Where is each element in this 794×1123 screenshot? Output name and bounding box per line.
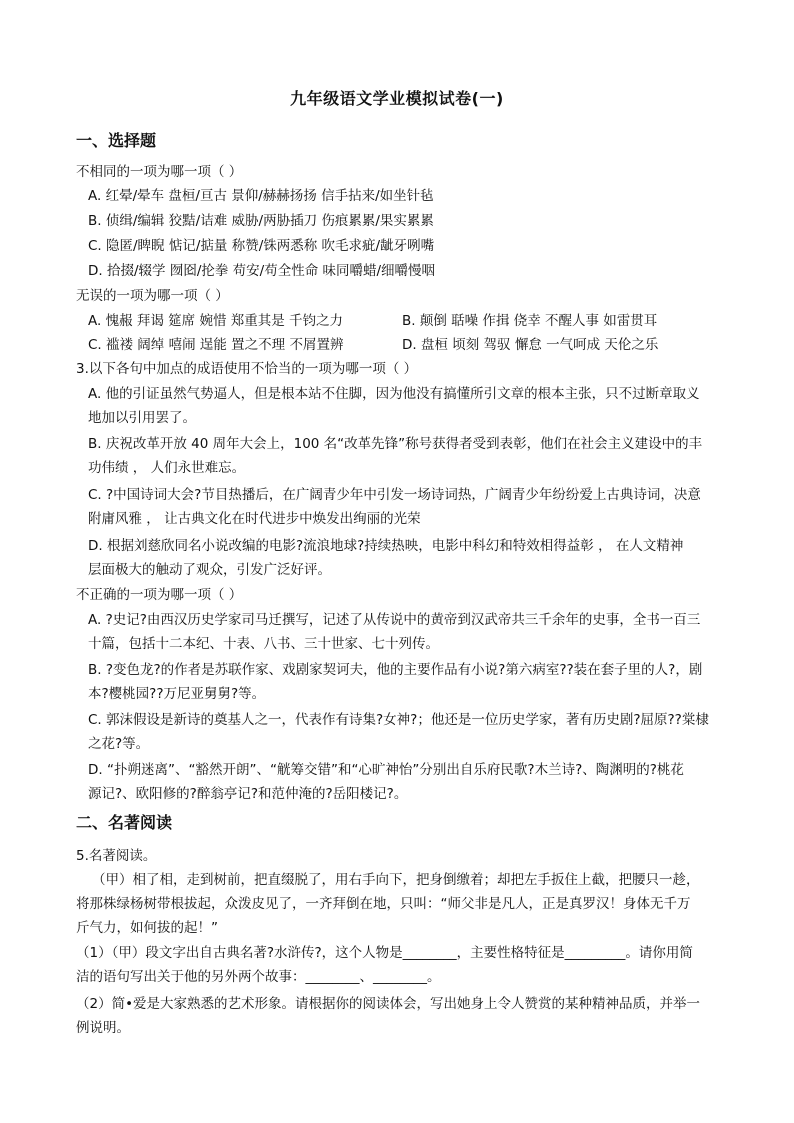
q2-option-c: C. 褴褛 阔绰 嘻闹 逞能 置之不理 不屑置辨 [88, 337, 344, 353]
page-title: 九年级语文学业模拟试卷(一) [290, 89, 504, 108]
q4-option-a-line1: A. ?史记?由西汉历史学家司马迁撰写，记述了从传说中的黄帝到汉武帝共三千余年的史事，全书一百三 [88, 612, 701, 628]
q2-option-a: A. 愧赧 拜谒 筵席 婉惜 郑重其是 千钧之力 [88, 313, 344, 329]
q1-stem: 不相同的一项为哪一项（ ） [76, 164, 243, 180]
q5-passage-line1: （甲）相了相，走到树前，把直缀脱了，用右手向下，把身倒缴着；却把左手扳住上截，把腰只一趁， [92, 872, 700, 888]
q5-passage-line3: 斤气力，如何拔的起！” [76, 920, 218, 936]
q4-option-c-line1: C. 郭沫假设是新诗的奠基人之一，代表作有诗集?女神?；他还是一位历史学家，著有历史剧?屈原??棠棣 [88, 712, 709, 728]
q5-sub2-line1: （2）简•爱是大家熟悉的艺术形象。请根据你的阅读体会，写出她身上令人赞赏的某种精神品质，并举一 [76, 996, 701, 1012]
q4-stem: 不正确的一项为哪一项（ ） [76, 587, 243, 603]
q4-option-d-line2: 源记?、欧阳修的?醉翁亭记?和范仲淹的?岳阳楼记?。 [88, 786, 408, 802]
q3-option-c-line1: C. ?中国诗词大会?节目热播后，在广阔青少年中引发一场诗词热，广阔青少年纷纷爱上古典诗词，决意 [88, 487, 701, 503]
q3-option-a-line1: A. 他的引证虽然气势逼人，但是根本站不住脚，因为他没有搞懂所引文章的根本主张，只不过断章取义 [88, 386, 700, 402]
q1-option-d: D. 拾掇/辍学 囫囵/抡拳 苟安/苟全性命 味同嚼蜡/细嚼慢咽 [88, 263, 436, 279]
q1-option-c: C. 隐匿/睥睨 惦记/掂量 称赞/铢两悉称 吹毛求疵/龇牙咧嘴 [88, 238, 435, 254]
q3-option-a-line2: 地加以引用罢了。 [88, 410, 196, 426]
q5-sub1-line1: （1）（甲）段文字出自古典名著?水浒传?，这个人物是________，主要性格特征是_________。请你用简 [76, 945, 693, 961]
q4-option-b-line2: 本?樱桃园??万尼亚舅舅?等。 [88, 686, 266, 702]
section-heading-reading: 二、名著阅读 [76, 813, 173, 832]
q5-stem: 5.名著阅读。 [76, 848, 157, 864]
q5-passage-line2: 将那株绿杨树带根拔起，众泼皮见了，一齐拜倒在地，只叫：“师父非是凡人，正是真罗汉！身体无千万 [76, 896, 691, 912]
q4-option-b-line1: B. ?变色龙?的作者是苏联作家、戏剧家契诃夫，他的主要作品有小说?第六病室??装在套子里的人?，剧 [88, 662, 703, 678]
q1-option-a: A. 红晕/晕车 盘桓/亘古 景仰/赫赫扬扬 信手拈来/如坐针毡 [88, 188, 434, 204]
q5-sub2-line2: 例说明。 [76, 1020, 130, 1036]
q3-option-c-line2: 附庸风雅 ， 让古典文化在时代进步中焕发出绚丽的光荣 [88, 511, 421, 527]
section-heading-choice: 一、选择题 [76, 131, 157, 150]
q1-option-b: B. 侦缉/编辑 狡黠/诘难 威胁/两胁插刀 伤痕累累/果实累累 [88, 213, 434, 229]
q2-option-d: D. 盘桓 顷刻 驾驭 懈怠 一气呵成 天伦之乐 [402, 337, 659, 353]
q4-option-d-line1: D. “扑朔迷离”、“豁然开朗”、“觥筹交错”和“心旷神怡”分别出自乐府民歌?木兰诗?、陶渊明的?桃花 [88, 762, 684, 778]
q3-option-b-line1: B. 庆祝改革开放 40 周年大会上，100 名“改革先锋”称号获得者受到表彰，他们在社会主义建设中的丰 [88, 436, 703, 452]
q3-option-b-line2: 功伟绩 ， 人们永世难忘。 [88, 460, 246, 476]
q4-option-a-line2: 十篇，包括十二本纪、十表、八书、三十世家、七十列传。 [88, 636, 439, 652]
q2-option-b: B. 颠倒 聒噪 作揖 侥幸 不醒人事 如雷贯耳 [402, 313, 658, 329]
q3-option-d-line2: 层面极大的触动了观众，引发广泛好评。 [88, 562, 331, 578]
q5-sub1-line2: 洁的语句写出关于他的另外两个故事：________、________。 [76, 969, 441, 985]
q3-stem: 3.以下各句中加点的成语使用不恰当的一项为哪一项（ ） [76, 361, 418, 377]
q2-stem: 无误的一项为哪一项（ ） [76, 288, 229, 304]
q3-option-d-line1: D. 根据刘慈欣同名小说改编的电影?流浪地球?持续热映，电影中科幻和特效相得益彰 ， 在人文精神 [88, 538, 684, 554]
q4-option-c-line2: 之花?等。 [88, 736, 150, 752]
